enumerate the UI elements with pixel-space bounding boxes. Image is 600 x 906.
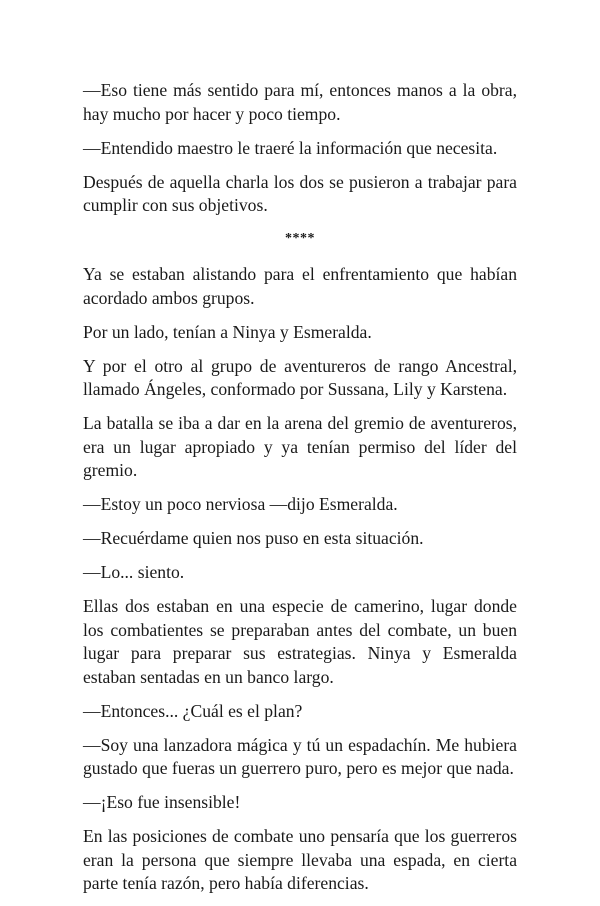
paragraph: —Entonces... ¿Cuál es el plan? bbox=[83, 700, 303, 721]
paragraph: —Lo... siento. bbox=[83, 562, 185, 582]
paragraph: Por un lado, tenían a Ninya y Esmeralda. bbox=[83, 321, 372, 342]
paragraph: Y por el otro al grupo de aventureros de rango Ancestral, llamado Ángeles, conformado por Sussana, Lily y Karstena. bbox=[83, 355, 517, 399]
scene-separator: **** bbox=[285, 231, 315, 246]
paragraph: Ya se estaban alistando para el enfrentamiento que habían acordado ambos grupos. bbox=[83, 264, 517, 308]
paragraph: La batalla se iba a dar en la arena del gremio de aventureros, era un lugar apropiado y ya tenían permiso del líder del gremio. bbox=[83, 413, 517, 480]
paragraph: —Entendido maestro le traeré la información que necesita. bbox=[83, 137, 498, 158]
paragraph: En las posiciones de combate uno pensaría que los guerreros eran la persona que siempre llevaba una espada, en cierta parte tenía razón, pero había diferencias. bbox=[83, 826, 517, 893]
paragraph: Ellas dos estaban en una especie de camerino, lugar donde los combatientes se preparaban antes del combate, un buen lugar para preparar sus estrategias. Ninya y Esmeralda estaban sentadas en un banco largo. bbox=[83, 596, 517, 687]
paragraph: —¡Eso fue insensible! bbox=[83, 792, 241, 812]
paragraph: Después de aquella charla los dos se pusieron a trabajar para cumplir con sus objetivos. bbox=[83, 171, 517, 215]
paragraph: —Soy una lanzadora mágica y tú un espadachín. Me hubiera gustado que fueras un guerrero puro, pero es mejor que nada. bbox=[83, 734, 517, 778]
paragraph: —Estoy un poco nerviosa —dijo Esmeralda. bbox=[83, 494, 398, 514]
paragraph: —Eso tiene más sentido para mí, entonces manos a la obra, hay mucho por hacer y poco tiempo. bbox=[83, 80, 517, 124]
book-page-text bbox=[83, 79, 517, 906]
paragraph: —Recuérdame quien nos puso en esta situación. bbox=[83, 528, 424, 548]
